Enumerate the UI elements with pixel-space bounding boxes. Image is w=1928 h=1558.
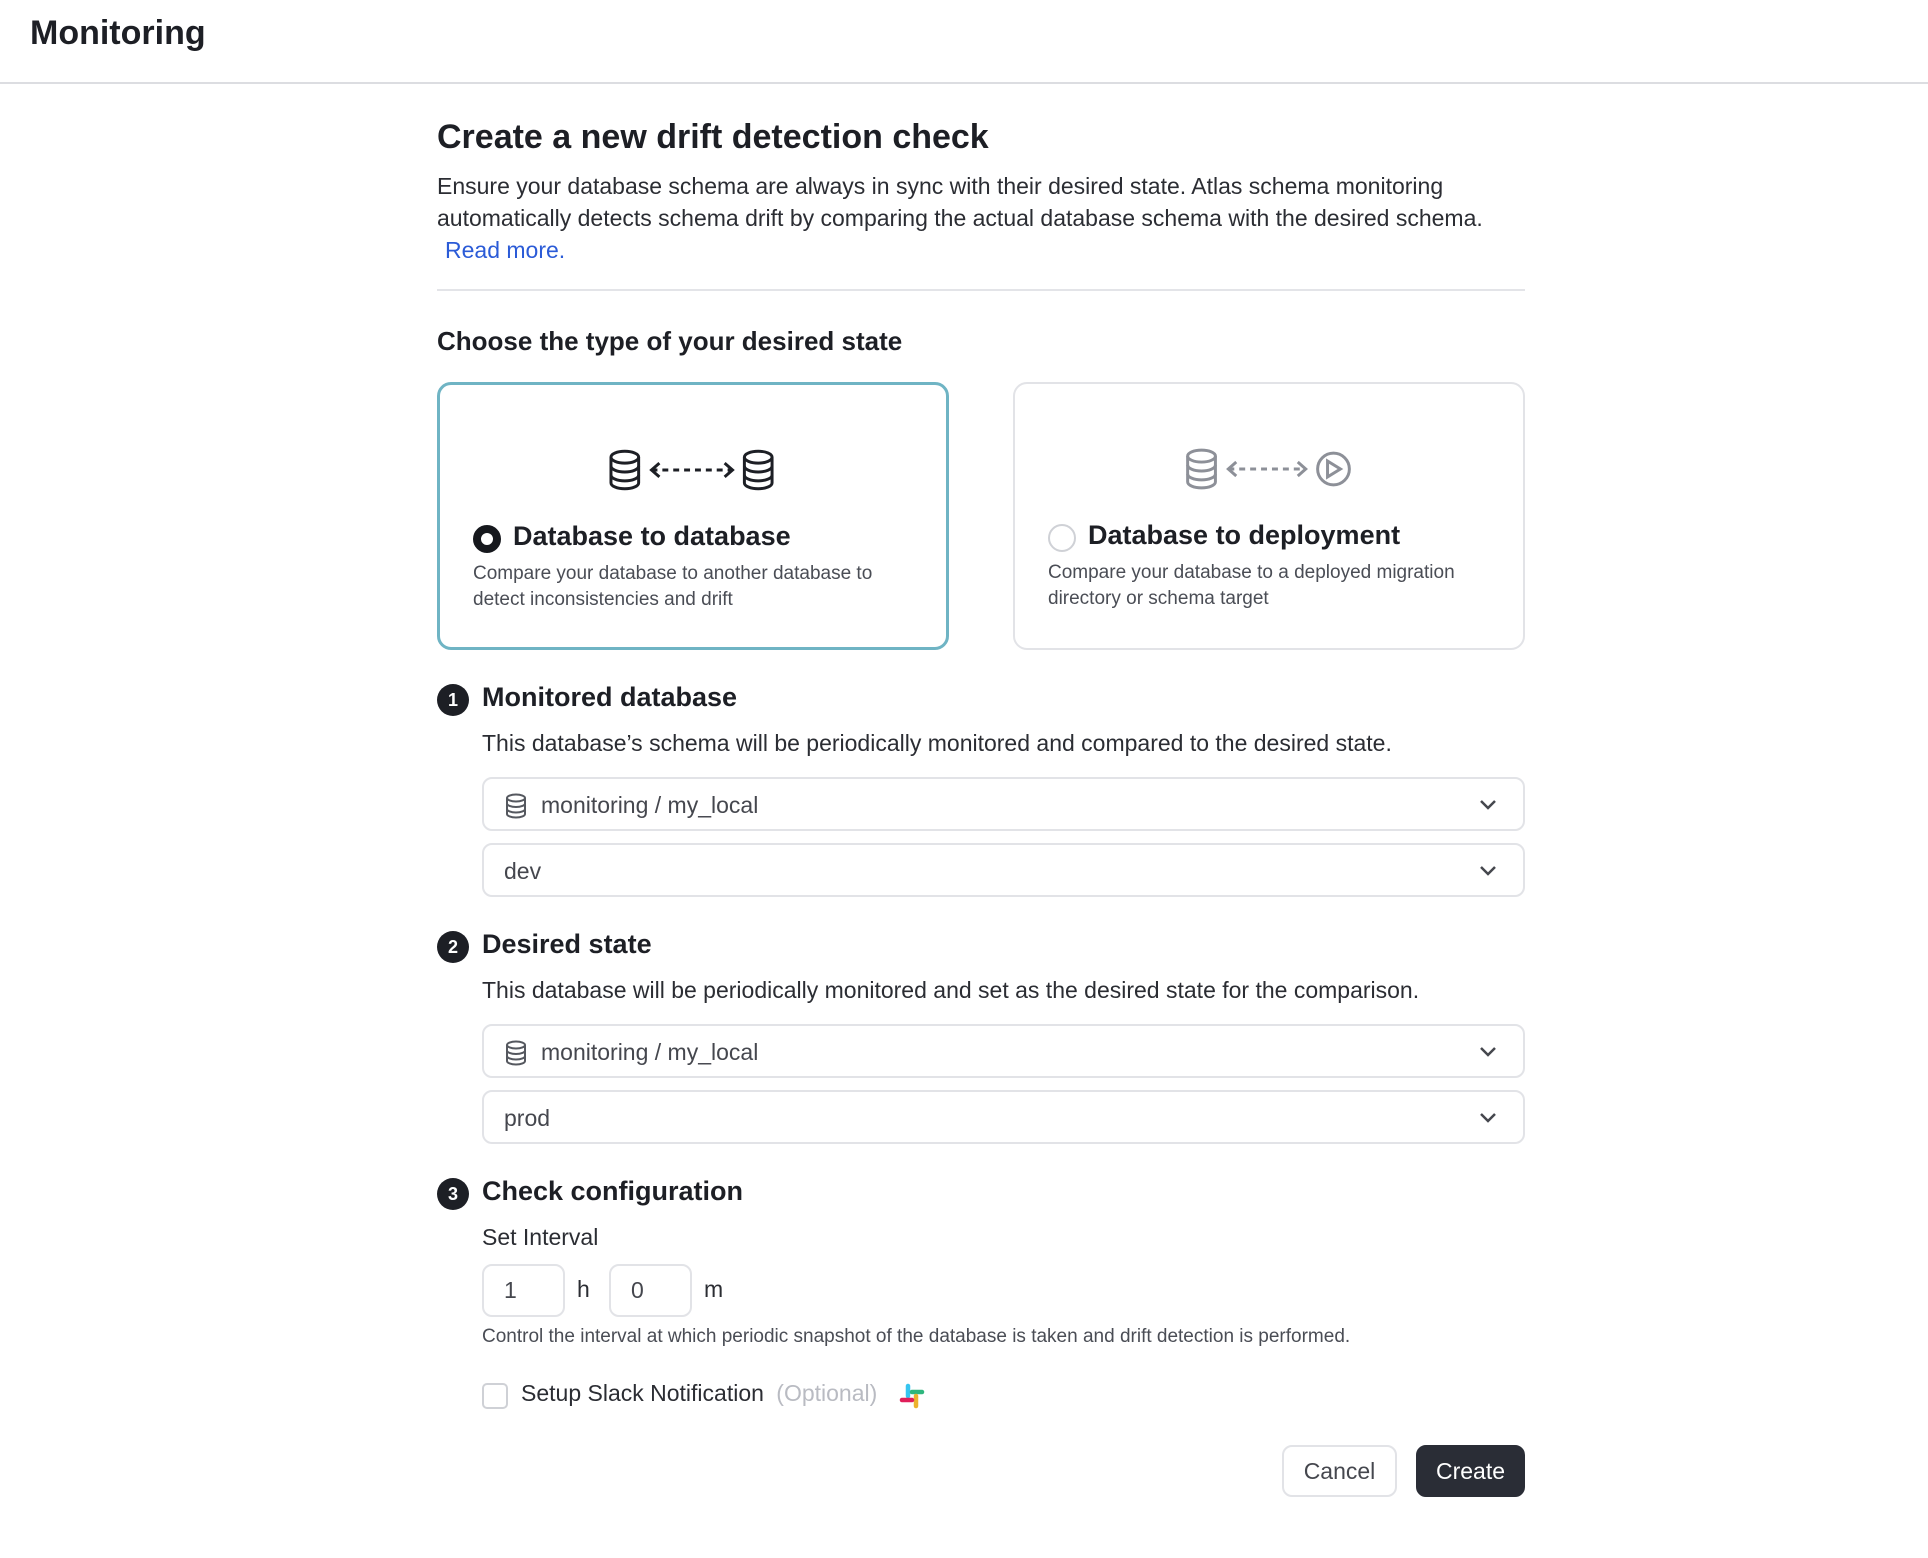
- select-value: monitoring / my_local: [541, 792, 759, 818]
- dashed-bidirectional-arrow-icon: [651, 463, 732, 477]
- intro-description: Ensure your database schema are always in sync with their desired state. Atlas schema monitoring automatically detects schema drift by comparing the actual database schema with the desired schema.: [437, 173, 1483, 231]
- select-value: dev: [504, 858, 542, 884]
- select-value: prod: [504, 1105, 551, 1131]
- interval-hours-input[interactable]: 1: [482, 1264, 565, 1317]
- step-description: This database will be periodically monitored and set as the desired state for the comparison.: [482, 977, 1420, 1003]
- step-number-badge: 3: [437, 1178, 469, 1210]
- desired-database-select[interactable]: [482, 1024, 1525, 1078]
- desired-state-type-heading: Choose the type of your desired state: [437, 326, 903, 356]
- option-card-database-to-database[interactable]: [437, 382, 949, 650]
- play-circle-icon: [1318, 453, 1350, 485]
- slack-label-text: Setup Slack Notification: [521, 1380, 764, 1406]
- desired-environment-select[interactable]: [482, 1090, 1525, 1144]
- app-title: Monitoring: [30, 14, 206, 52]
- step-number-badge: 1: [437, 684, 469, 716]
- option-label: Database to database: [513, 521, 791, 551]
- dashed-bidirectional-arrow-icon: [1228, 462, 1305, 476]
- option-label: Database to deployment: [1088, 520, 1401, 550]
- slack-icon: [898, 1382, 926, 1410]
- create-button[interactable]: Create: [1416, 1445, 1525, 1497]
- chevron-down-icon: [1479, 863, 1497, 877]
- option-description: Compare your database to a deployed migration directory or schema target: [1048, 562, 1455, 609]
- option-card-database-to-deployment[interactable]: [1013, 382, 1525, 650]
- read-more-link[interactable]: Read more.: [445, 237, 566, 263]
- chevron-down-icon: [1479, 1110, 1497, 1124]
- deployment-sync-illustration: [1015, 444, 1523, 494]
- select-value: monitoring / my_local: [541, 1039, 759, 1065]
- step-description: This database’s schema will be periodically monitored and compared to the desired state.: [482, 730, 1392, 756]
- chevron-down-icon: [1479, 1044, 1497, 1058]
- top-bar: [0, 0, 1928, 84]
- cancel-button[interactable]: Cancel: [1282, 1445, 1397, 1497]
- monitored-environment-select[interactable]: [482, 843, 1525, 897]
- slack-notification-label[interactable]: [521, 1380, 877, 1407]
- minutes-unit: m: [704, 1276, 724, 1302]
- monitored-database-select[interactable]: [482, 777, 1525, 831]
- step-title: Check configuration: [482, 1176, 744, 1206]
- divider: [437, 289, 1525, 291]
- database-sync-illustration: [440, 445, 946, 495]
- interval-minutes-input[interactable]: 0: [609, 1264, 692, 1317]
- database-icon: [504, 793, 528, 819]
- step-number-badge: 2: [437, 931, 469, 963]
- chevron-down-icon: [1479, 797, 1497, 811]
- page-title: Create a new drift detection check: [437, 118, 989, 156]
- database-icon: [1188, 450, 1216, 488]
- interval-label: Set Interval: [482, 1224, 599, 1250]
- step-title: Monitored database: [482, 682, 738, 712]
- database-icon: [611, 451, 639, 489]
- option-description: Compare your database to another database to detect inconsistencies and drift: [473, 563, 873, 610]
- hours-unit: h: [577, 1276, 590, 1302]
- optional-hint: (Optional): [776, 1380, 878, 1406]
- interval-help-text: Control the interval at which periodic snapshot of the database is taken and drift detection is performed.: [482, 1326, 1351, 1347]
- database-icon: [744, 451, 772, 489]
- step-title: Desired state: [482, 929, 652, 959]
- radio-database-to-deployment[interactable]: [1048, 524, 1076, 552]
- intro-text: [437, 170, 1525, 266]
- radio-database-to-database[interactable]: [473, 525, 501, 553]
- slack-notification-checkbox[interactable]: [482, 1383, 508, 1409]
- database-icon: [504, 1040, 528, 1066]
